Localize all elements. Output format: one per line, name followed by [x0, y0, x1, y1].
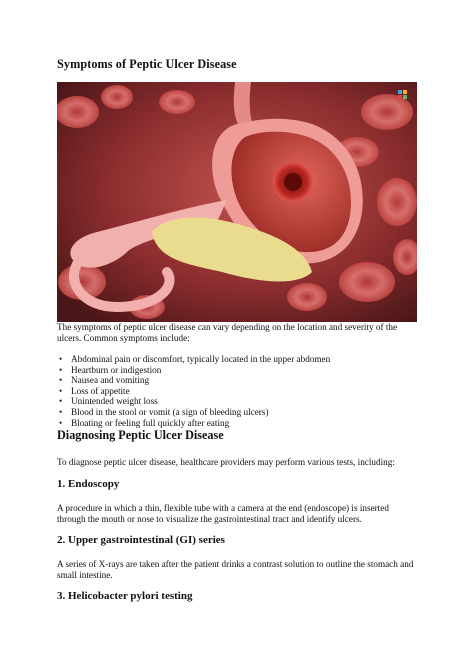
endoscopy-heading: 1. Endoscopy — [57, 478, 120, 490]
list-item-text: Abdominal pain or discomfort, typically located in the upper abdomen — [71, 354, 331, 364]
bullet: • — [59, 354, 63, 364]
symptoms-intro — [57, 322, 417, 344]
endoscopy-text-line-1: A procedure in which a thin, flexible tube with a camera at the end (endoscope) is inserted — [57, 503, 389, 513]
list-item-text: Unintended weight loss — [71, 396, 158, 407]
list-item — [57, 396, 330, 407]
bullet: • — [59, 396, 63, 407]
diagnosis-heading: Diagnosing Peptic Ulcer Disease — [57, 428, 224, 442]
symptoms-intro-line-2: ulcers. Common symptoms include: — [57, 333, 190, 343]
gi-series-text — [57, 559, 417, 581]
page-title: Symptoms of Peptic Ulcer Disease — [57, 57, 237, 71]
bullet: • — [59, 364, 63, 375]
bullet: • — [59, 375, 63, 386]
bullet: • — [59, 406, 63, 417]
symptoms-intro-line-1: The symptoms of peptic ulcer disease can vary depending on the location and severity of the — [57, 322, 398, 332]
list-item — [57, 375, 330, 386]
gi-series-heading: 2. Upper gastrointestinal (GI) series — [57, 534, 225, 546]
endoscopy-text — [57, 503, 417, 525]
stomach-ulcer-illustration — [57, 82, 417, 322]
list-item — [57, 418, 330, 429]
ulcer-crater — [284, 173, 302, 191]
gi-series-text-line-1: A series of X-rays are taken after the patient drinks a contrast solution to outline the stomach and — [57, 559, 414, 569]
diagnosis-intro: To diagnose peptic ulcer disease, healthcare providers may perform various tests, including: — [57, 457, 395, 467]
list-item — [57, 386, 330, 397]
list-item-text: Nausea and vomiting — [71, 375, 150, 386]
stomach-ulcer-graphic — [57, 82, 417, 322]
h-pylori-heading: 3. Helicobacter pylori testing — [57, 590, 193, 602]
list-item-text: Loss of appetite — [71, 385, 130, 396]
symptoms-list — [57, 354, 330, 428]
list-item-text: Bloating or feeling full quickly after eating — [71, 417, 230, 428]
list-item — [57, 407, 330, 418]
endoscopy-text-line-2: through the mouth or nose to visualize the gastrointestinal tract and identify ulcers. — [57, 514, 362, 524]
bullet: • — [59, 385, 63, 396]
gi-series-text-line-2: small intestine. — [57, 570, 113, 580]
list-item — [57, 354, 330, 365]
list-item-text: Heartburn or indigestion — [71, 364, 162, 375]
list-item — [57, 365, 330, 376]
bullet: • — [59, 417, 63, 428]
list-item-text: Blood in the stool or vomit (a sign of bleeding ulcers) — [71, 406, 269, 417]
